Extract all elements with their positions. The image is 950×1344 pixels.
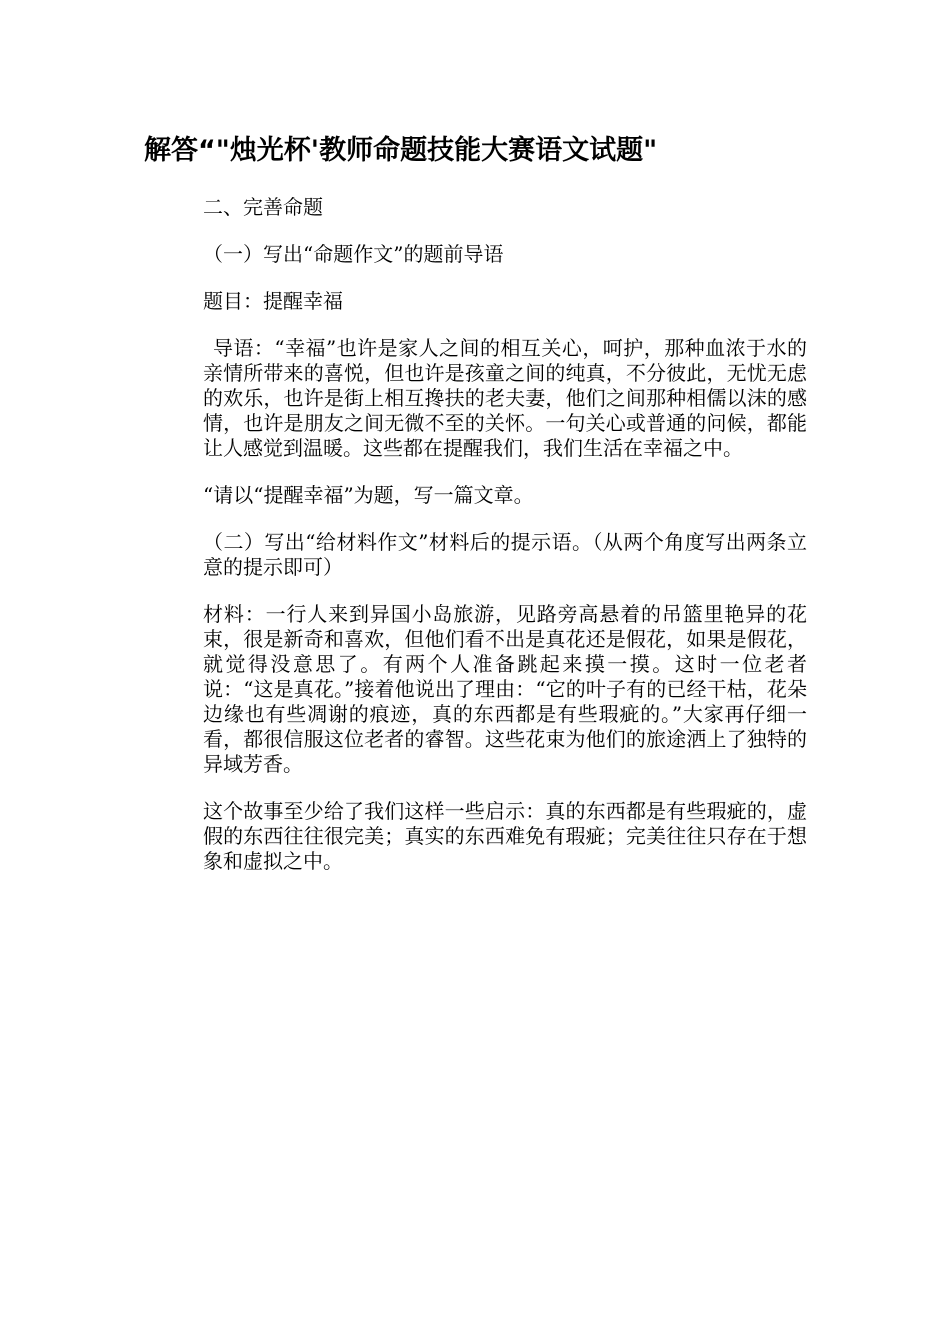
document-title: 解答“"烛光杯'教师命题技能大赛语文试题" xyxy=(144,135,658,166)
essay-topic: 题目：提醒幸福 xyxy=(203,289,343,313)
intro-paragraph: 导语：“幸福”也许是家人之间的相互关心，呵护，那种血浓于水的亲情所带来的喜悦，但也许是孩童之间的纯真，不分彼此，无忧无虑的欢乐，也许是街上相互搀扶的老夫妻，他们之间那种相儒以沫的感情，也许是朋友之间无微不至的关怀。一句关心或普通的问候，都能让人感觉到温暖。这些都在提醒我们，我们生活在幸福之中。 xyxy=(203,336,807,460)
subsection-heading-1: （一）写出“命题作文”的题前导语 xyxy=(203,242,504,266)
material-paragraph: 材料：一行人来到异国小岛旅游，见路旁高悬着的吊篮里艳异的花束，很是新奇和喜欢，但他们看不出是真花还是假花，如果是假花，就觉得没意思了。有两个人准备跳起来摸一摸。这时一位老者说：“这是真花。”接着他说出了理由：“它的叶子有的已经干枯，花朵边缘也有些凋谢的痕迹，真的东西都是有些瑕疵的。”大家再仔细一看，都很信服这位老者的睿智。这些花束为他们的旅途洒上了独特的异域芳香。 xyxy=(203,602,807,776)
document-body xyxy=(203,195,807,874)
subsection-heading-2: （二）写出“给材料作文”材料后的提示语。（从两个角度写出两条立意的提示即可） xyxy=(203,530,807,579)
section-heading: 二、完善命题 xyxy=(203,195,323,219)
writing-prompt: “请以“提醒幸福”为题，写一篇文章。 xyxy=(203,483,534,507)
insight-paragraph: 这个故事至少给了我们这样一些启示：真的东西都是有些瑕疵的，虚假的东西往往很完美；真实的东西难免有瑕疵；完美往往只存在于想象和虚拟之中。 xyxy=(203,799,807,873)
